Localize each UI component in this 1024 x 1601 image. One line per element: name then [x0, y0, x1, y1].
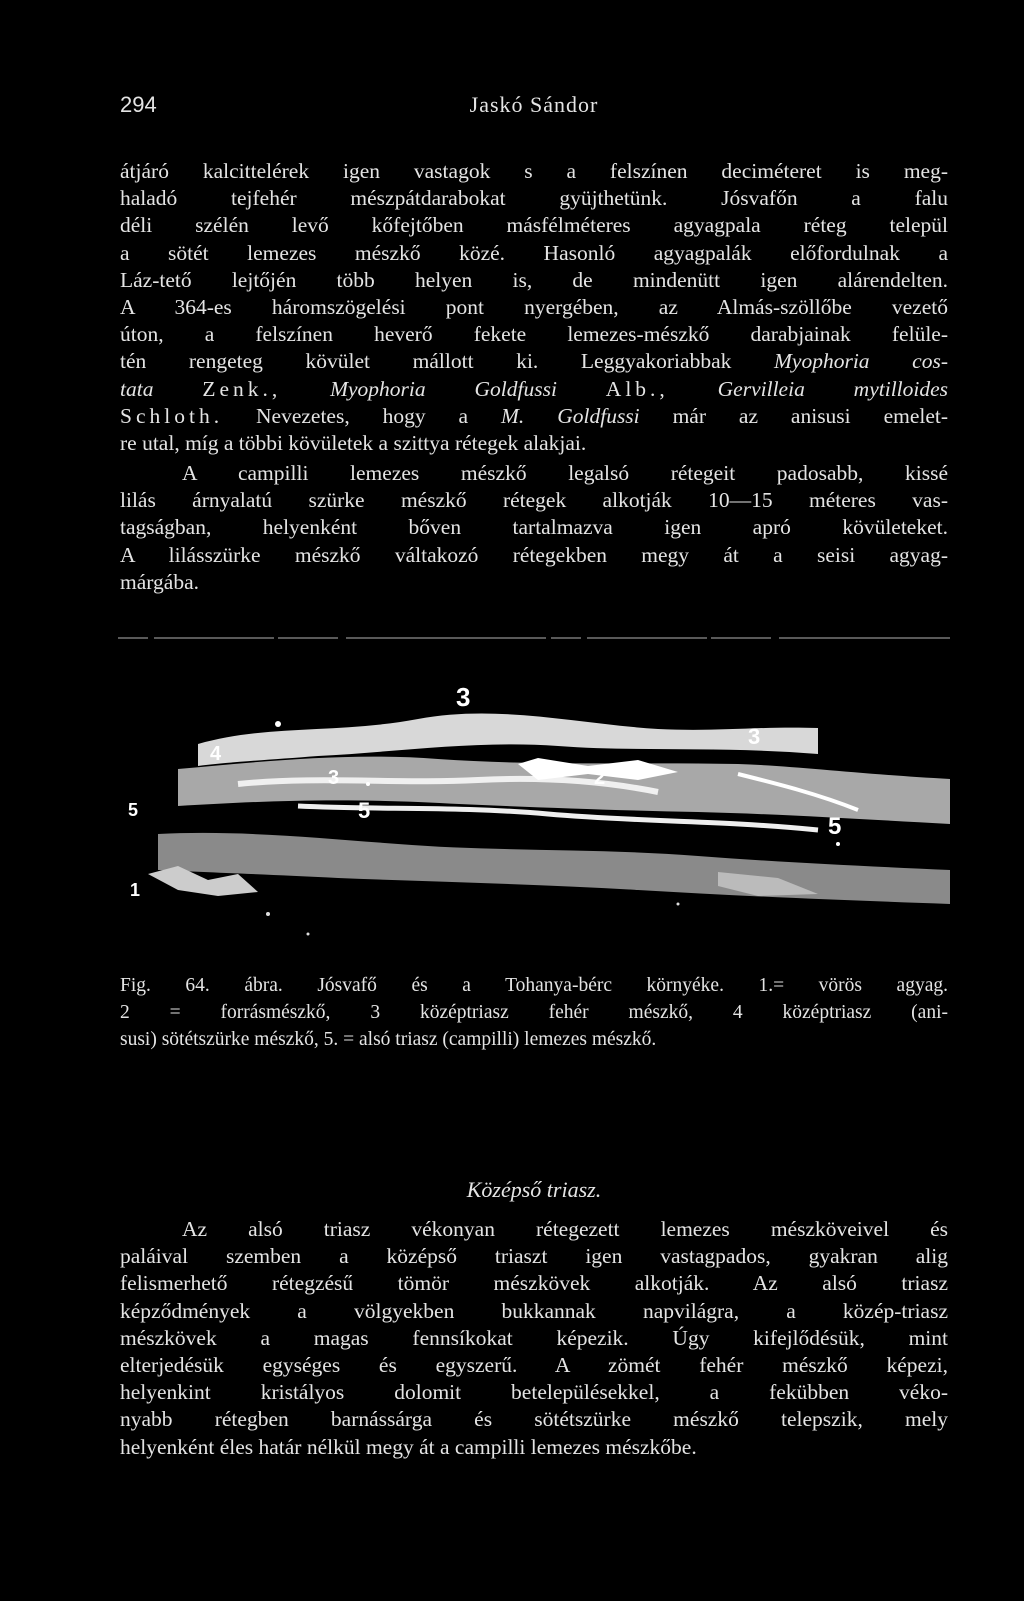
text-line: helyenkint kristályos dolomit betelepülésekkel, a fekübben véko-: [120, 1380, 948, 1405]
paragraph-2: [120, 460, 948, 596]
author-name: Alb.,: [605, 376, 669, 401]
map-label: 2: [594, 767, 606, 789]
text-line: képződmények a völgyekben bukkannak napvilágra, a közép-triasz: [120, 1298, 948, 1323]
paragraph-1: [120, 158, 948, 457]
text-span: már az anisusi emelet-: [672, 403, 949, 428]
text-line: a sötét lemezes mészkő közé. Hasonló agyagpalák előfordulnak a: [120, 240, 948, 265]
map-label: 5: [828, 813, 842, 840]
text-line: lilás árnyalatú szürke mészkő rétegek alkotják 10—15 méteres vas-: [120, 488, 948, 513]
map-label: 5: [128, 800, 139, 820]
text-line: Az alsó triasz vékonyan rétegezett lemezes mészköveivel és: [182, 1217, 948, 1241]
paragraph-3: [120, 1216, 948, 1461]
caption-line: Fig. 64. ábra. Jósvafő és a Tohanya-bérc környéke. 1.= vörös agyag.: [120, 975, 948, 996]
text-line: átjáró kalcittelérek igen vastagok s a felszínen deciméteret is meg-: [120, 159, 948, 183]
taxon-name: tata: [120, 376, 154, 401]
text-line: [120, 403, 948, 430]
text-line: márgába.: [120, 569, 199, 594]
map-label: 1: [130, 880, 141, 900]
taxon-name: Myophoria Goldfussi: [330, 376, 557, 401]
text-line: déli szélén levő kőfejtőben másfélméteres agyagpala réteg települ: [120, 213, 948, 238]
author-name: Schloth.: [120, 403, 224, 428]
map-label: 3: [456, 682, 471, 712]
taxon-name: Gervilleia mytilloides: [717, 376, 949, 401]
taxon-name: Myophoria cos-: [774, 349, 948, 374]
text-line: A campilli lemezes mészkő legalsó rétegeit padosabb, kissé: [182, 461, 948, 485]
text-span: Nevezetes, hogy a: [256, 403, 469, 428]
text-line: A 364-es háromszögelési pont nyergében, az Almás-szöllőbe vezető: [120, 294, 948, 319]
text-line: mészkövek a magas fennsíkokat képezik. Úgy kifejlődésük, mint: [120, 1325, 948, 1350]
running-head: Jaskó Sándor: [469, 92, 599, 117]
figure-caption: [120, 972, 948, 1053]
taxon-name: M. Goldfussi: [501, 403, 640, 428]
text-line: úton, a felszínen heverő fekete lemezes-mészkő darabjainak felüle-: [120, 322, 948, 347]
text-line: [120, 376, 948, 403]
text-line: Láz-tető lejtőjén több helyen is, de mindenütt igen alárendelten.: [120, 267, 948, 292]
text-span: tén rengeteg kövület mállott ki. Leggyakoriabbak: [120, 349, 732, 374]
text-line: [120, 348, 948, 375]
text-line: re utal, míg a többi kövületek a szittya rétegek alakjai.: [120, 430, 587, 455]
author-name: Zenk.,: [202, 376, 282, 401]
text-line: A lilásszürke mészkő váltakozó rétegekben megy át a seisi agyag-: [120, 542, 948, 567]
text-line: tagságban, helyenként bőven tartalmazva igen apró kövületeket.: [120, 515, 948, 540]
text-line: paláival szemben a középső triaszt igen vastagpados, gyakran alig: [120, 1244, 948, 1269]
landscape-photo-figure: [118, 634, 950, 964]
caption-line: 2 = forrásmészkő, 3 középtriasz fehér mészkő, 4 középtriasz (ani-: [120, 1002, 948, 1023]
page-number: 294: [120, 92, 157, 117]
landscape-photo: [118, 634, 950, 964]
text-line: haladó tejfehér mészpátdarabokat gyüjthetünk. Jósvafőn a falu: [120, 186, 948, 211]
text-line: helyenként éles határ nélkül megy át a campilli lemezes mészkőbe.: [120, 1434, 697, 1459]
map-label: 4: [210, 743, 222, 765]
map-label: 3: [328, 767, 340, 789]
map-label: 5: [358, 798, 371, 823]
map-label: 3: [748, 724, 761, 749]
text-line: nyabb rétegben barnássárga és sötétszürke mészkő telepszik, mely: [120, 1407, 948, 1432]
text-line: felismerhető rétegzésű tömör mészkövek alkotják. Az alsó triasz: [120, 1271, 948, 1296]
caption-line: susi) sötétszürke mészkő, 5. = alsó triasz (campilli) lemezes mészkő.: [120, 1029, 657, 1050]
text-line: elterjedésük egységes és egyszerű. A zömét fehér mészkő képezi,: [120, 1352, 948, 1377]
section-title: Középső triasz.: [466, 1177, 602, 1202]
page-header: [120, 92, 948, 128]
